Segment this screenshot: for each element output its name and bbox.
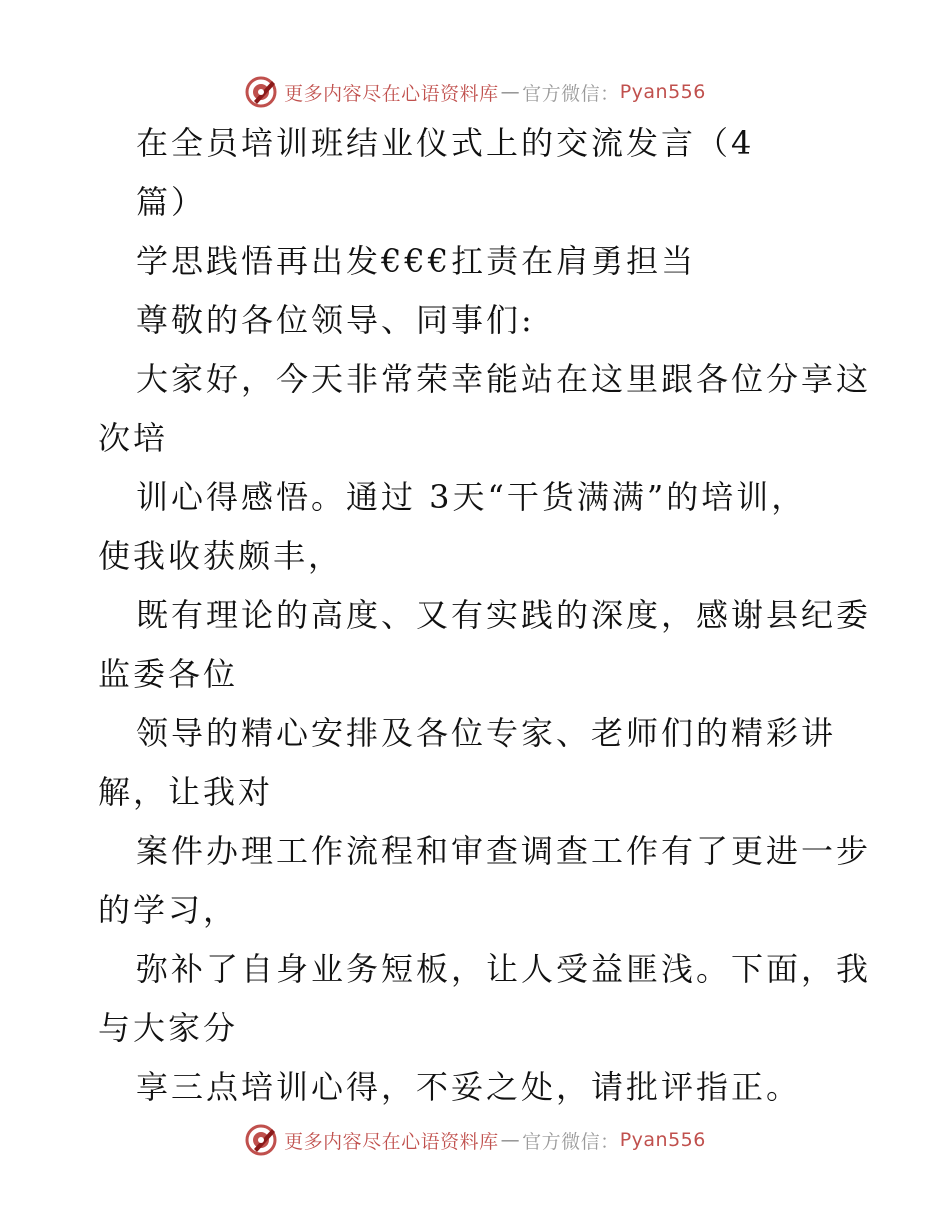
watermark-separator: — [500,81,521,103]
body-line: 使我收获颇丰， [98,537,344,575]
watermark-separator: — [500,1129,521,1151]
document-title-continued: 篇） [136,183,207,221]
footer-watermark [0,1120,950,1160]
body-line: 案件办理工作流程和审查调查工作有了更进一步 [136,832,872,870]
body-line: 既有理论的高度、又有实践的深度，感谢县纪委 [136,596,872,634]
salutation: 尊敬的各位领导、同事们: [136,301,535,339]
watermark-text: 更多内容尽在心语资料库 [284,1130,499,1153]
body-line: 次培 [98,419,169,457]
watermark-wechat-label: 官方微信： [522,82,620,105]
watermark-text: 更多内容尽在心语资料库 [284,82,499,105]
body-line: 大家好，今天非常荣幸能站在这里跟各位分享这 [136,360,872,398]
watermark-wechat-id: Pyan556 [619,1129,706,1151]
document-title: 在全员培训班结业仪式上的交流发言（4 [136,124,755,162]
pen-logo-icon [244,75,278,109]
body-line: 解，让我对 [98,773,274,811]
body-line: 监委各位 [98,655,239,693]
body-line: 与大家分 [98,1009,239,1047]
body-line: 的学习， [98,891,239,929]
document-subtitle: 学思践悟再出发€€€扛责在肩勇担当 [136,242,697,280]
watermark-wechat-label: 官方微信： [522,1130,620,1153]
document-body [98,123,872,1126]
body-line: 领导的精心安排及各位专家、老师们的精彩讲 [136,714,837,752]
header-watermark [0,72,950,112]
pen-logo-icon [244,1123,278,1157]
body-line: 享三点培训心得，不妥之处，请批评指正。 [136,1068,802,1106]
body-line: 弥补了自身业务短板，让人受益匪浅。下面，我 [136,950,872,988]
body-line: 训心得感悟。通过 3天“干货满满”的培训， [136,478,807,516]
watermark-wechat-id: Pyan556 [619,81,706,103]
